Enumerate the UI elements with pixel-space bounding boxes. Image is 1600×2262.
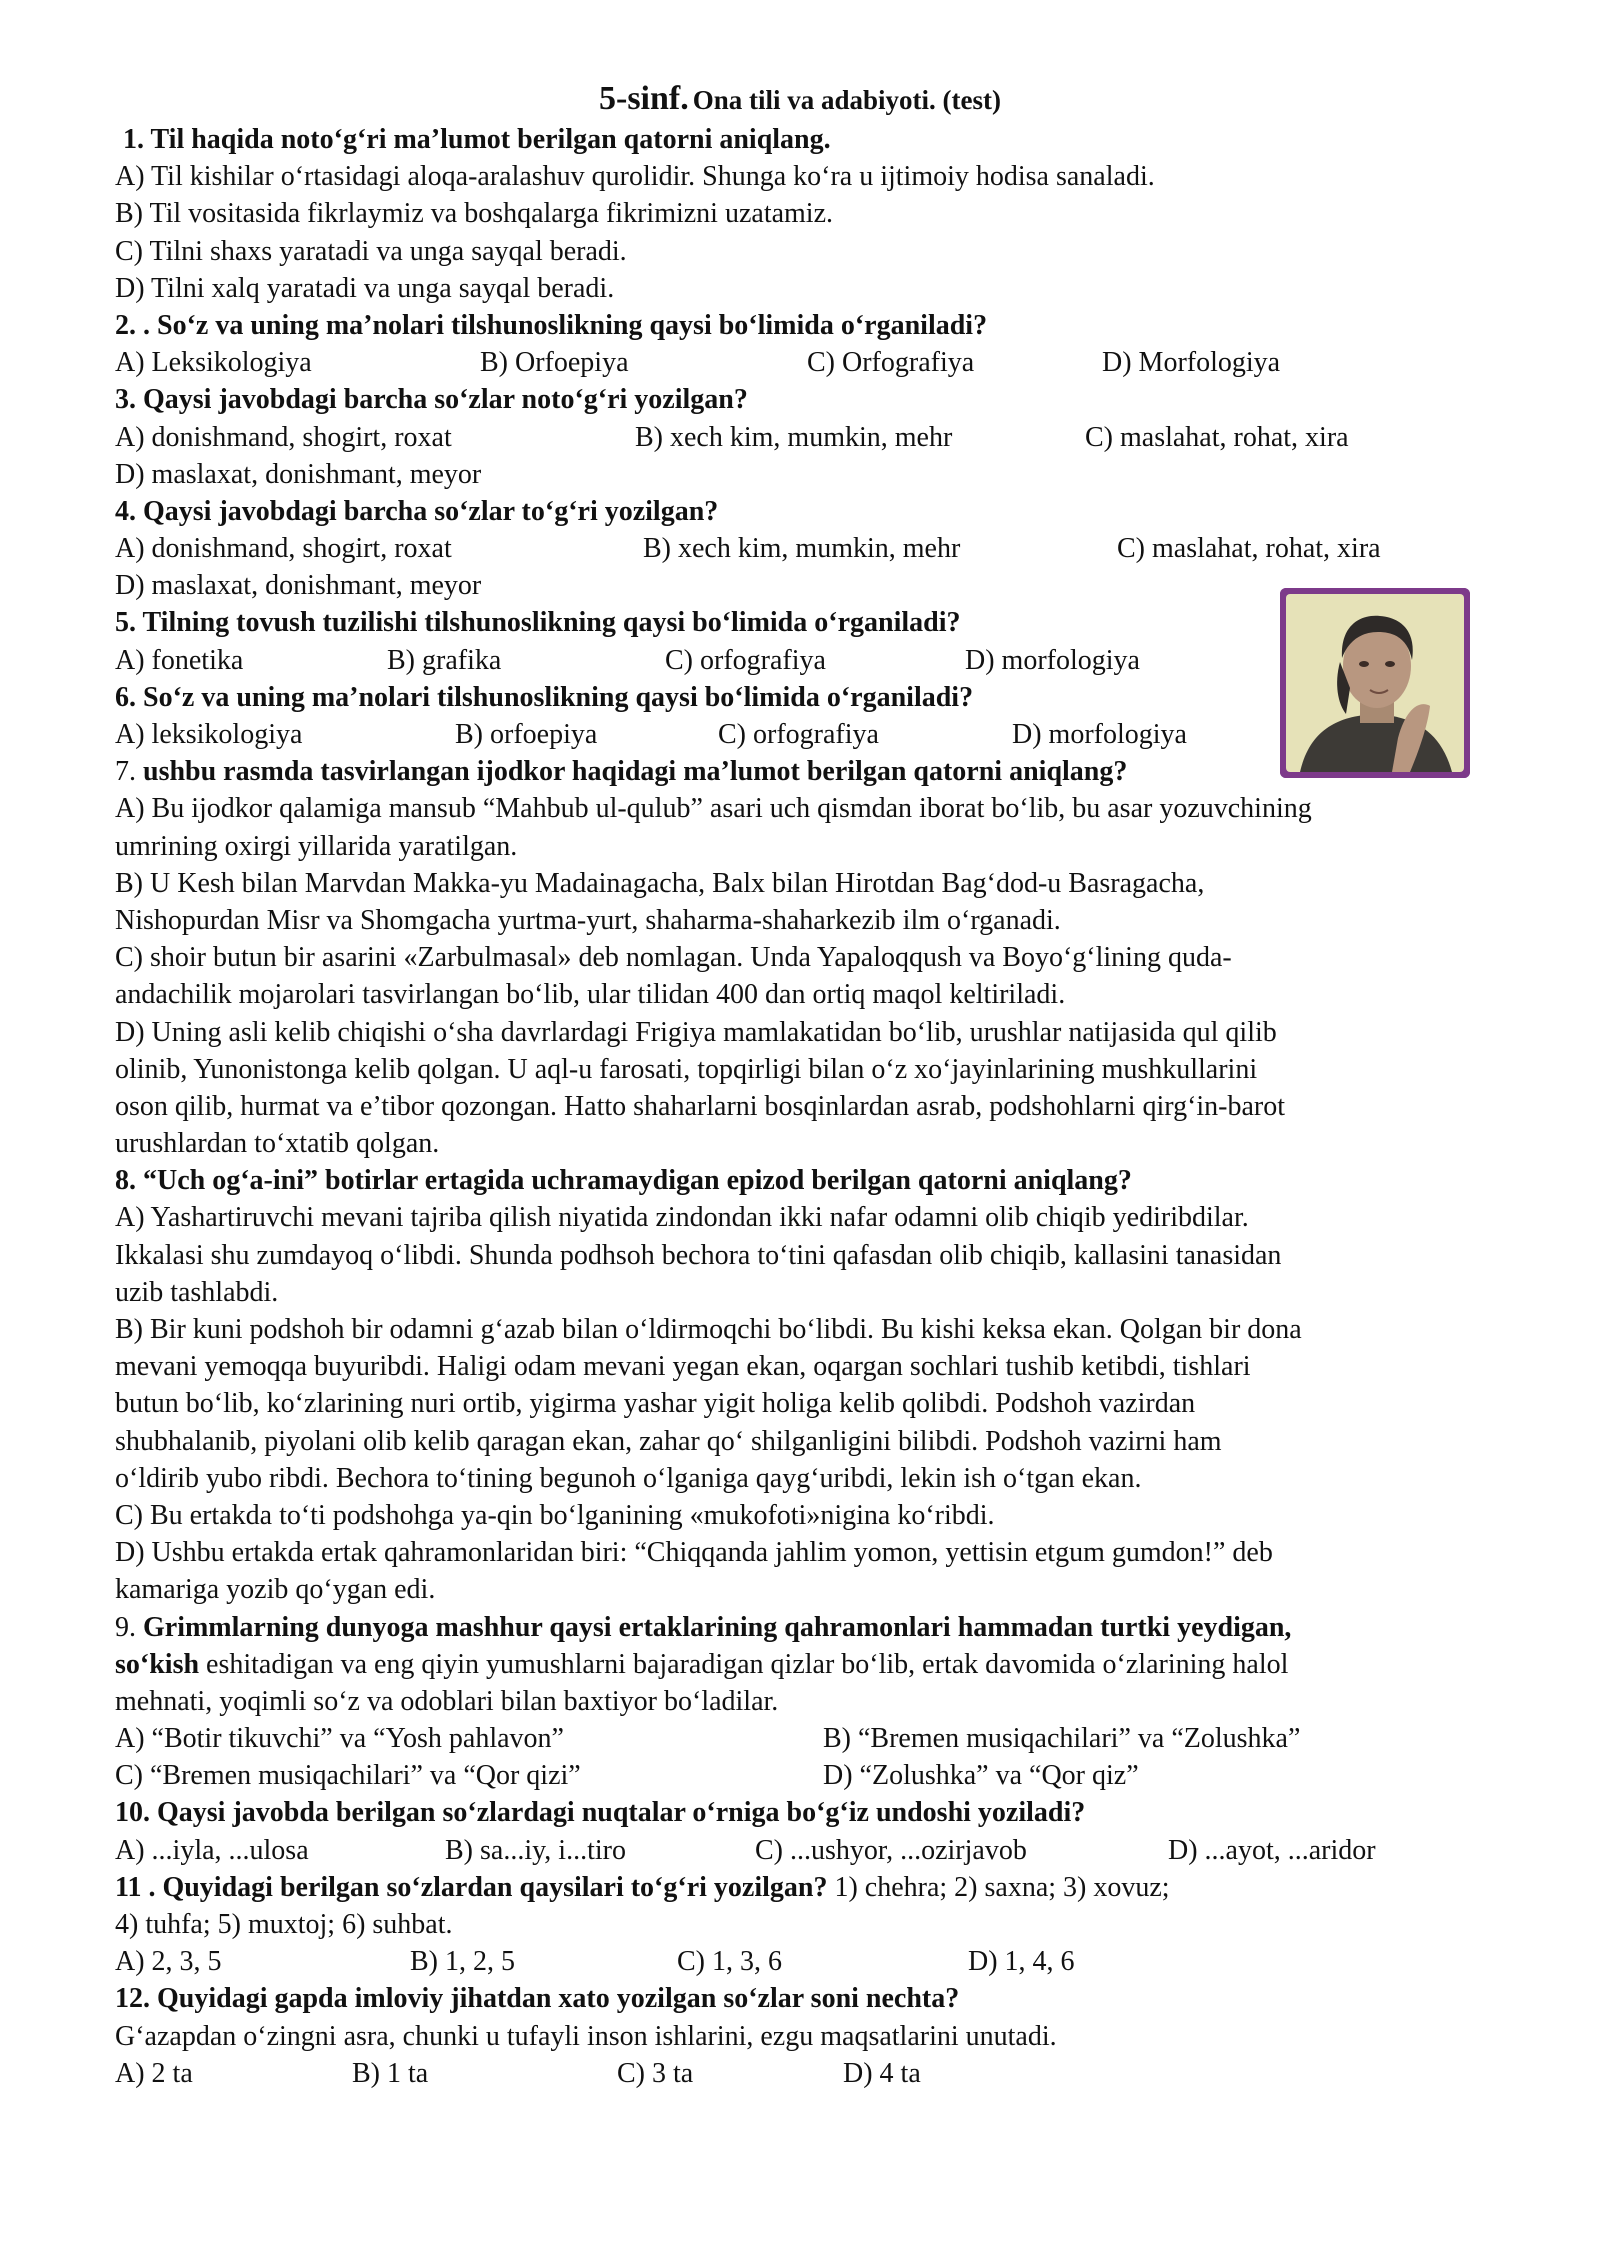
- q5-option-c: C) orfografiya: [665, 644, 826, 676]
- question-3: 3. Qaysi javobdagi barcha so‘zlar noto‘g‘ri yozilgan?: [115, 384, 748, 416]
- q5-option-d: D) morfologiya: [965, 644, 1140, 676]
- q12-option-d: D) 4 ta: [843, 2057, 921, 2089]
- q6-option-a: A) leksikologiya: [115, 719, 303, 750]
- q9-option-d: D) “Zolushka” va “Qor qiz”: [823, 1760, 1139, 1792]
- q10-option-c: C) ...ushyor, ...ozirjavob: [755, 1834, 1027, 1866]
- test-content: [115, 121, 1515, 2092]
- q6-options: [115, 716, 1515, 753]
- question-9-number: 9.: [115, 1611, 136, 1643]
- q7-option-c-line2: andachilik mojarolari tasvirlangan bo‘lib, ular tilidan 400 dan ortiq maqol keltiriladi.: [115, 979, 1066, 1011]
- q11-option-b: B) 1, 2, 5: [410, 1946, 515, 1978]
- question-1: 1. Til haqida noto‘g‘ri ma’lumot berilgan qatorni aniqlang.: [123, 124, 831, 155]
- q7-option-a-line2: umrining oxirgi yillarida yaratilgan.: [115, 830, 518, 862]
- question-11: [115, 1869, 1515, 1906]
- question-5: 5. Tilning tovush tuzilishi tilshunoslikning qaysi bo‘limida o‘rganiladi?: [115, 607, 961, 639]
- q8-option-b-line3: butun bo‘lib, ko‘zlarining nuri ortib, yigirma yashar yigit holiga kelib qolibdi. Podshoh vazirdan: [115, 1388, 1196, 1420]
- title-subject: Ona tili va adabiyoti. (test): [692, 85, 1001, 115]
- q8-option-a-line3: uzib tashlabdi.: [115, 1276, 279, 1308]
- q7-option-d-line4: urushlardan to‘xtatib qolgan.: [115, 1128, 440, 1160]
- q4-option-b: B) xech kim, mumkin, mehr: [643, 533, 961, 565]
- question-9-text-1: Grimmlarning dunyoga mashhur qaysi ertaklarining qahramonlari hammadan turtki yeydigan,: [143, 1611, 1292, 1643]
- q11-option-d: D) 1, 4, 6: [968, 1946, 1075, 1978]
- q5-option-a: A) fonetika: [115, 644, 244, 676]
- q2-option-c: C) Orfografiya: [807, 347, 975, 379]
- q8-option-b-line5: o‘ldirib yubo ribdi. Bechora to‘tining begunoh o‘lganiga qayg‘uribdi, lekin ish o‘tgan ekan.: [115, 1462, 1142, 1494]
- question-11-items-1: 1) chehra; 2) saxna; 3) xovuz;: [827, 1871, 1170, 1903]
- question-2: 2. . So‘z va uning ma’nolari tilshunoslikning qaysi bo‘limida o‘rganiladi?: [115, 309, 988, 341]
- question-8: 8. “Uch og‘a-ini” botirlar ertagida uchramaydigan epizod berilgan qatorni aniqlang?: [115, 1165, 1132, 1197]
- q2-options: [115, 344, 1515, 381]
- q6-option-c: C) orfografiya: [718, 719, 879, 750]
- q7-option-d-line1: D) Uning asli kelib chiqishi o‘sha davrlardagi Frigiya mamlakatidan bo‘lib, urushlar natijasida qul qilib: [115, 1016, 1277, 1048]
- question-7-text: ushbu rasmda tasvirlangan ijodkor haqidagi ma’lumot berilgan qatorni aniqlang?: [143, 756, 1128, 788]
- q12-options: [115, 2055, 1515, 2092]
- question-10: 10. Qaysi javobda berilgan so‘zlardagi nuqtalar o‘rniga bo‘g‘iz undoshi yoziladi?: [115, 1797, 1086, 1829]
- q5-option-b: B) grafika: [387, 644, 502, 676]
- q9-option-c: C) “Bremen musiqachilari” va “Qor qizi”: [115, 1760, 581, 1792]
- q2-option-a: A) Leksikologiya: [115, 347, 312, 379]
- question-7: [115, 753, 1515, 790]
- q11-option-c: C) 1, 3, 6: [677, 1946, 782, 1978]
- q10-options: [115, 1832, 1515, 1869]
- page-title: [0, 80, 1600, 118]
- q6-option-b: B) orfoepiya: [455, 719, 598, 750]
- title-grade: 5-sinf.: [599, 80, 689, 117]
- question-9-line1: [115, 1609, 1515, 1646]
- question-9-line3: mehnati, yoqimli so‘z va odoblari bilan baxtiyor bo‘ladilar.: [115, 1685, 779, 1717]
- q8-option-a-line2: Ikkalasi shu zumdayoq o‘libdi. Shunda podhsoh bechora to‘tini qafasdan olib chiqib, kallasini tanasidan: [115, 1239, 1282, 1271]
- q10-option-b: B) sa...iy, i...tiro: [445, 1834, 626, 1866]
- q2-option-b: B) Orfoepiya: [480, 347, 629, 379]
- q3-option-d: D) maslaxat, donishmant, meyor: [115, 458, 482, 490]
- q11-options: [115, 1943, 1515, 1980]
- q1-option-b: B) Til vositasida fikrlaymiz va boshqalarga fikrimizni uzatamiz.: [115, 198, 834, 230]
- q8-option-b-line1: B) Bir kuni podshoh bir odamni g‘azab bilan o‘ldirmoqchi bo‘libdi. Bu kishi keksa ekan. Qolgan bir dona: [115, 1314, 1302, 1345]
- q12-option-c: C) 3 ta: [617, 2057, 694, 2089]
- q8-option-a-line1: A) Yashartiruvchi mevani tajriba qilish niyatida zindondan ikki nafar odamni olib chiqib yediribdilar.: [115, 1202, 1249, 1234]
- question-9-bold-word: so‘kish: [115, 1648, 200, 1680]
- q8-option-c: C) Bu ertakda to‘ti podshohga ya-qin bo‘lganining «mukofoti»nigina ko‘ribdi.: [115, 1499, 995, 1531]
- question-9-text-2: eshitadigan va eng qiyin yumushlarni bajaradigan qizlar bo‘lib, ertak davomida o‘zlarining halol: [199, 1648, 1289, 1680]
- q9-option-b: B) “Bremen musiqachilari” va “Zolushka”: [823, 1723, 1301, 1755]
- q9-options-row2: [115, 1757, 1515, 1794]
- question-12-sentence: G‘azapdan o‘zingni asra, chunki u tufayli inson ishlarini, ezgu maqsatlarini unutadi.: [115, 2020, 1057, 2052]
- q5-options: [115, 642, 1515, 679]
- q3-options: [115, 419, 1515, 456]
- q7-option-a-line1: A) Bu ijodkor qalamiga mansub “Mahbub ul-qulub” asari uch qismdan iborat bo‘lib, bu asar yozuvchining: [115, 793, 1312, 825]
- q3-option-a: A) donishmand, shogirt, roxat: [115, 421, 452, 453]
- q10-option-a: A) ...iyla, ...ulosa: [115, 1834, 309, 1866]
- q4-options: [115, 530, 1515, 567]
- q7-option-c-text-1: C) shoir butun bir asarini «Zarbulmasal» deb nomlagan. Unda Yapaloqqush va Boyo‘g‘lining quda-: [115, 942, 1232, 974]
- question-11-text: 11 . Quyidagi berilgan so‘zlardan qaysilari to‘g‘ri yozilgan?: [115, 1871, 828, 1903]
- q4-option-d: D) maslaxat, donishmant, meyor: [115, 570, 482, 602]
- q4-option-a: A) donishmand, shogirt, roxat: [115, 533, 452, 565]
- q1-option-a: A) Til kishilar o‘rtasidagi aloqa-aralashuv qurolidir. Shunga ko‘ra u ijtimoiy hodisa sanaladi.: [115, 161, 1155, 193]
- q1-option-d: D) Tilni xalq yaratadi va unga sayqal beradi.: [115, 272, 615, 304]
- q7-option-d-line3: oson qilib, hurmat va e’tibor qozongan. Hatto shaharlarni bosqinlardan asrab, podshohlarni qirg‘in-barot: [115, 1090, 1286, 1122]
- question-7-number: 7.: [115, 756, 136, 788]
- q9-options-row1: [115, 1720, 1515, 1757]
- question-4: 4. Qaysi javobdagi barcha so‘zlar to‘g‘ri yozilgan?: [115, 495, 719, 527]
- q7-option-b-line1: B) U Kesh bilan Marvdan Makka-yu Madainagacha, Balx bilan Hirotdan Bag‘dod-u Basragacha,: [115, 867, 1205, 899]
- q7-option-b-line2: Nishopurdan Misr va Shomgacha yurtma-yurt, shaharma-shaharkezib ilm o‘rganadi.: [115, 904, 1061, 936]
- q1-option-c: C) Tilni shaxs yaratadi va unga sayqal beradi.: [115, 235, 627, 267]
- q3-option-b: B) xech kim, mumkin, mehr: [635, 421, 953, 453]
- q12-option-b: B) 1 ta: [352, 2057, 429, 2089]
- q7-option-d-line2: olinib, Yunonistonga kelib qolgan. U aql-u farosati, topqirligi bilan o‘z xo‘jayinlarining mushkullarini: [115, 1053, 1258, 1085]
- question-12: 12. Quyidagi gapda imloviy jihatdan xato yozilgan so‘zlar soni nechta?: [115, 1983, 960, 2015]
- question-11-items-2: 4) tuhfa; 5) muxtoj; 6) suhbat.: [115, 1909, 453, 1940]
- q11-option-a: A) 2, 3, 5: [115, 1946, 222, 1978]
- q8-option-d-line1: D) Ushbu ertakda ertak qahramonlaridan biri: “Chiqqanda jahlim yomon, yettisin etgum gumdon!” deb: [115, 1537, 1273, 1569]
- question-9-line2: [115, 1646, 1515, 1683]
- question-6: 6. So‘z va uning ma’nolari tilshunoslikning qaysi bo‘limida o‘rganiladi?: [115, 681, 974, 713]
- q9-option-a: A) “Botir tikuvchi” va “Yosh pahlavon”: [115, 1723, 564, 1755]
- q4-option-c: C) maslahat, rohat, xira: [1117, 533, 1381, 565]
- q10-option-d: D) ...ayot, ...aridor: [1168, 1834, 1376, 1866]
- q2-option-d: D) Morfologiya: [1102, 347, 1281, 379]
- q8-option-b-line2: mevani yemoqqa buyuribdi. Haligi odam mevani yegan ekan, oqargan sochlari tushib ketibdi, tishlari: [115, 1351, 1251, 1383]
- q7-option-c-line1: [115, 939, 1465, 976]
- q8-option-b-line4: shubhalanib, piyolani olib kelib qaragan ekan, zahar qo‘ shilganligini bilibdi. Podshoh vazirni ham: [115, 1425, 1222, 1457]
- q6-option-d: D) morfologiya: [1012, 719, 1187, 750]
- q8-option-d-line2: kamariga yozib qo‘ygan edi.: [115, 1574, 436, 1606]
- q12-option-a: A) 2 ta: [115, 2057, 193, 2089]
- q3-option-c: C) maslahat, rohat, xira: [1085, 421, 1349, 453]
